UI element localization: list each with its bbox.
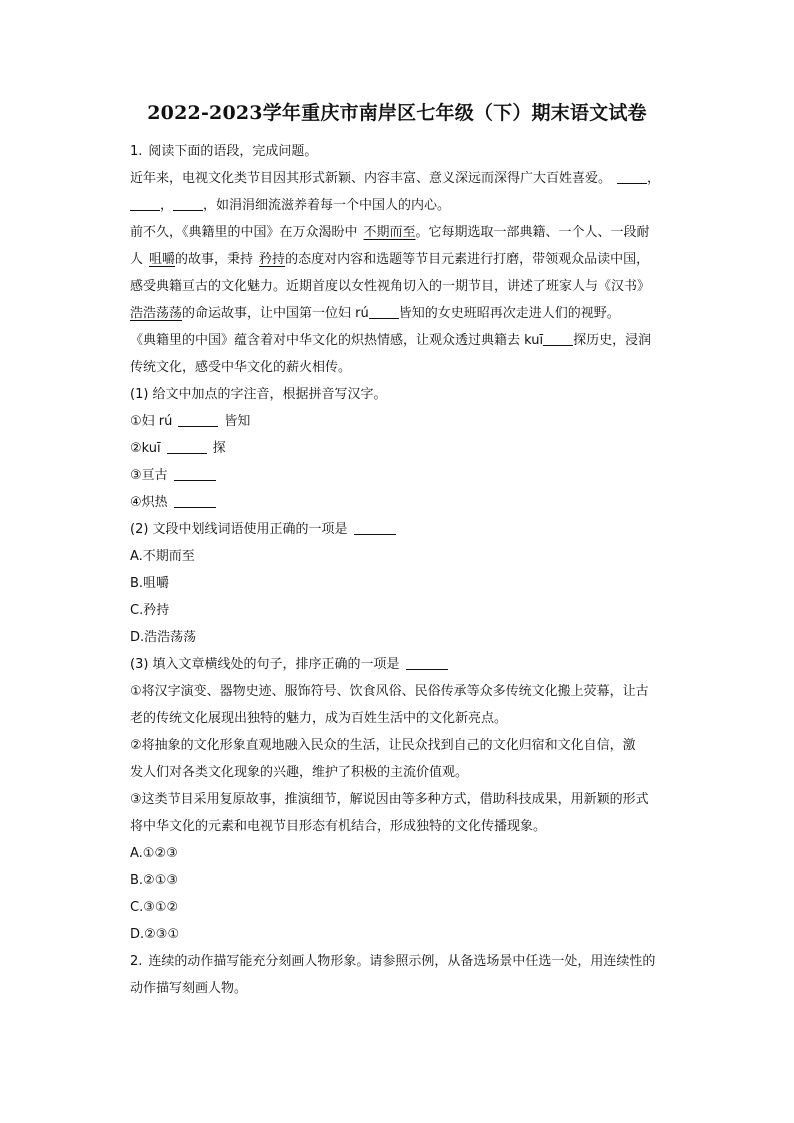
answer-blank[interactable] — [130, 196, 160, 211]
passage-text: 近年来，电视文化类节目因其形式新颖、内容丰富、意义深远而深得广大百姓喜爱。 — [130, 171, 612, 186]
answer-blank[interactable] — [406, 655, 448, 670]
answer-blank[interactable] — [174, 466, 216, 481]
question-2-line: 动作描写刻画人物。 — [130, 981, 248, 996]
answer-blank[interactable] — [178, 412, 218, 427]
passage-line — [130, 246, 695, 273]
passage-text: 前不久，《典籍里的中国》在万众渴盼中 — [130, 225, 358, 240]
passage-text: ， — [647, 171, 661, 186]
answer-blank[interactable] — [617, 169, 647, 184]
answer-blank[interactable] — [543, 331, 573, 346]
answer-blank[interactable] — [354, 520, 396, 535]
subquestion-1-item — [130, 408, 695, 435]
passage-line — [130, 165, 695, 192]
passage-line: 传统文化，感受中华文化的薪火相传。 — [130, 360, 352, 375]
sentence-2-line: ②将抽象的文化形象直观地融入民众的生活，让民众找到自己的文化归宿和文化自信，激 — [130, 738, 636, 753]
option-d[interactable]: D.浩浩荡荡 — [130, 630, 197, 645]
answer-blank[interactable] — [174, 493, 216, 508]
underlined-word: 浩浩荡荡 — [130, 306, 183, 321]
prompt-text: (2) 文段中划线词语使用正确的一项是 — [130, 522, 348, 537]
question-1-header — [130, 138, 695, 165]
underlined-word: 咀嚼 — [149, 252, 176, 267]
question-prompt: 阅读下面的语段，完成问题。 — [148, 144, 318, 159]
prompt-text: (3) 填入文章横线处的句子，排序正确的一项是 — [130, 657, 400, 672]
item-text: ①妇 rú — [130, 414, 173, 429]
option-d[interactable]: D.②③① — [130, 927, 180, 942]
sentence-2-line: 发人们对各类文化现象的兴趣，维护了积极的主流价值观。 — [130, 765, 469, 780]
option-c[interactable]: C.③①② — [130, 900, 179, 915]
subquestion-2-prompt — [130, 516, 695, 543]
item-text: 探 — [212, 441, 226, 456]
passage-text: 。它每期选取一部典籍、一个人、一段耐 — [415, 225, 650, 240]
answer-blank[interactable] — [167, 439, 207, 454]
passage-text: ， — [160, 198, 174, 213]
passage-line — [130, 192, 695, 219]
option-a[interactable]: A.①②③ — [130, 846, 178, 861]
sentence-3-line: ③这类节目采用复原故事，推演细节，解说因由等多种方式，借助科技成果，用新颖的形式 — [130, 792, 649, 807]
subquestion-3-prompt — [130, 651, 695, 678]
item-text: ③亘古 — [130, 468, 168, 483]
passage-line — [130, 219, 695, 246]
answer-blank[interactable] — [369, 304, 399, 319]
sentence-1-line: 老的传统文化展现出独特的魅力，成为百姓生活中的文化新亮点。 — [130, 711, 508, 726]
page-title: 2022-2023学年重庆市南岸区七年级（下）期末语文试卷 — [147, 102, 647, 124]
sentence-3-line: 将中华文化的元素和电视节目形态有机结合，形成独特的文化传播现象。 — [130, 819, 547, 834]
option-c[interactable]: C.矜持 — [130, 603, 170, 618]
question-2-header — [130, 948, 695, 975]
passage-text: 探历史，浸润 — [573, 333, 652, 348]
passage-text: 人 — [130, 252, 144, 267]
passage-text: 《典籍里的中国》蕴含着对中华文化的炽热情感，让观众透过典籍去 kuī — [130, 333, 544, 348]
passage-line — [130, 327, 695, 354]
item-text: 皆知 — [224, 414, 251, 429]
passage-line: 感受典籍亘古的文化魅力。近期首度以女性视角切入的一期节目，讲述了班家人与《汉书》 — [130, 279, 651, 294]
subquestion-1-item — [130, 462, 695, 489]
answer-blank[interactable] — [173, 196, 203, 211]
passage-text: 的态度对内容和选题等节目元素进行打磨，带领观众品读中国， — [285, 252, 650, 267]
underlined-word: 不期而至 — [363, 225, 416, 240]
subquestion-1-prompt: (1) 给文中加点的字注音，根据拼音写汉字。 — [130, 387, 387, 402]
option-b[interactable]: B.咀嚼 — [130, 576, 170, 591]
subquestion-1-item — [130, 489, 695, 516]
subquestion-1-item — [130, 435, 695, 462]
underlined-word: 矜持 — [259, 252, 286, 267]
passage-text: 的命运故事，让中国第一位妇 rú — [182, 306, 369, 321]
question-number: 1. — [130, 144, 143, 159]
option-b[interactable]: B.②①③ — [130, 873, 179, 888]
passage-text: ，如涓涓细流滋养着每一个中国人的内心。 — [203, 198, 451, 213]
item-text: ④炽热 — [130, 495, 168, 510]
passage-line — [130, 300, 695, 327]
item-text: ②kuī — [130, 441, 161, 456]
sentence-1-line: ①将汉字演变、器物史迹、服饰符号、饮食风俗、民俗传承等众多传统文化搬上荧幕，让古 — [130, 684, 649, 699]
question-number: 2. — [130, 954, 143, 969]
passage-text: 皆知的女史班昭再次走进人们的视野。 — [398, 306, 620, 321]
question-prompt: 连续的动作描写能充分刻画人物形象。请参照示例，从备选场景中任选一处，用连续性的 — [148, 954, 656, 969]
exam-content — [130, 138, 695, 1002]
passage-text: 的故事，秉持 — [175, 252, 254, 267]
option-a[interactable]: A.不期而至 — [130, 549, 195, 564]
